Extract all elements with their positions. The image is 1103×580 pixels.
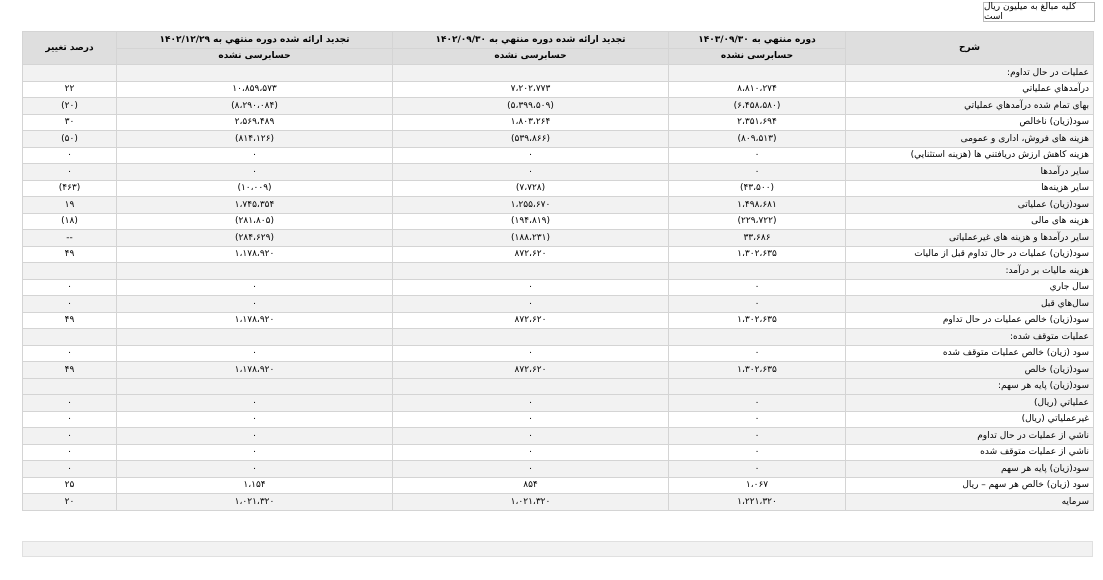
value-period-1403: ۰ [669,411,846,428]
value-period-1402-09 [393,329,669,346]
value-period-1403: ۱،۲۲۱،۳۲۰ [669,494,846,511]
row-description: سایر هزینه‌ها [846,180,1094,197]
value-period-1402-12: ۱،۱۵۴ [117,477,393,494]
row-description: ناشي از عمليات متوقف شده [846,444,1094,461]
value-percent-change: ۰ [23,411,117,428]
value-period-1402-09: ۱،۰۲۱،۳۲۰ [393,494,669,511]
row-description: سود(زيان) ناخالص [846,114,1094,131]
value-period-1402-09: ۷،۲۰۲،۷۷۳ [393,81,669,98]
row-description: عمليات متوقف شده: [846,329,1094,346]
table-row [23,345,1094,362]
value-percent-change: ۰ [23,296,117,313]
table-row [23,180,1094,197]
value-period-1403: ۱،۳۰۲،۶۳۵ [669,312,846,329]
value-period-1402-12 [117,65,393,82]
value-period-1402-09: ۰ [393,461,669,478]
value-percent-change: ۰ [23,444,117,461]
value-percent-change: ۴۹ [23,312,117,329]
row-description: ناشي از عمليات در حال تداوم [846,428,1094,445]
value-percent-change: ۲۲ [23,81,117,98]
header-row-top [23,32,1094,49]
value-period-1403: ۱،۴۹۸،۶۸۱ [669,197,846,214]
table-row [23,98,1094,115]
value-period-1402-09: ۸۵۴ [393,477,669,494]
row-description: سود (زيان) خالص هر سهم – ريال [846,477,1094,494]
header-period-1402-09: تجدید ارائه شده دوره منتهي به ۱۴۰۲/۰۹/۳۰ [393,32,669,49]
value-period-1402-09: ۰ [393,147,669,164]
value-percent-change: (۱۸) [23,213,117,230]
row-description: سال جاري [846,279,1094,296]
value-percent-change: ۰ [23,428,117,445]
value-period-1403: ۰ [669,461,846,478]
value-period-1402-12: ۰ [117,395,393,412]
table-row [23,213,1094,230]
row-description: سود(زيان) پايه هر سهم [846,461,1094,478]
table-footer-bar [22,541,1093,557]
table-row [23,362,1094,379]
value-period-1402-12: ۰ [117,428,393,445]
table-row [23,312,1094,329]
value-period-1402-09: ۸۷۲،۶۲۰ [393,246,669,263]
table-row [23,411,1094,428]
row-description: ساير درآمدها و هزينه هاى غيرعملياتى [846,230,1094,247]
value-period-1402-12: ۰ [117,147,393,164]
value-period-1403: ۰ [669,164,846,181]
value-period-1402-12: ۱،۷۴۵،۳۵۴ [117,197,393,214]
value-percent-change: ۰ [23,279,117,296]
value-period-1403: (۶،۴۵۸،۵۸۰) [669,98,846,115]
value-period-1403: (۲۲۹،۷۲۲) [669,213,846,230]
table-row [23,428,1094,445]
row-description: سال‌هاي قبل [846,296,1094,313]
value-period-1402-12: ۱،۰۲۱،۳۲۰ [117,494,393,511]
value-period-1402-12 [117,329,393,346]
header-audit-status-2: حسابرسی نشده [393,48,669,65]
table-row [23,296,1094,313]
value-period-1402-09: ۰ [393,296,669,313]
value-percent-change: ۰ [23,345,117,362]
header-percent-change: درصد تغییر [23,32,117,65]
value-period-1402-09: ۰ [393,411,669,428]
table-row [23,395,1094,412]
value-period-1403: ۰ [669,428,846,445]
value-percent-change: (۴۶۳) [23,180,117,197]
value-period-1402-09: ۸۷۲،۶۲۰ [393,312,669,329]
value-period-1402-09: ۸۷۲،۶۲۰ [393,362,669,379]
table-row [23,477,1094,494]
value-period-1402-09: ۰ [393,279,669,296]
value-percent-change: ۴۹ [23,362,117,379]
value-percent-change: (۵۰) [23,131,117,148]
header-audit-status-1: حسابرسی نشده [669,48,846,65]
value-period-1403 [669,263,846,280]
value-period-1402-09: (۵۳۹،۸۶۶) [393,131,669,148]
units-note: کلیه مبالغ به میلیون ریال است [983,2,1095,22]
header-description: شرح [846,32,1094,65]
table-row [23,263,1094,280]
table-row [23,329,1094,346]
value-period-1402-12: ۱۰،۸۵۹،۵۷۳ [117,81,393,98]
table-row [23,164,1094,181]
value-percent-change [23,263,117,280]
table-row [23,246,1094,263]
row-description: سود(زيان) عملياتى [846,197,1094,214]
value-period-1403: ۰ [669,345,846,362]
table-body [23,65,1094,511]
value-period-1402-12: ۱،۱۷۸،۹۲۰ [117,362,393,379]
value-period-1402-09: ۰ [393,428,669,445]
value-period-1403 [669,65,846,82]
value-period-1402-12: ۱،۱۷۸،۹۲۰ [117,246,393,263]
table-row [23,279,1094,296]
row-description: عملیات در حال تداوم: [846,65,1094,82]
row-description: بهاى تمام شده درآمدهاي عملياتي [846,98,1094,115]
value-period-1403 [669,329,846,346]
value-period-1402-09: (۷،۷۲۸) [393,180,669,197]
value-period-1403: ۰ [669,395,846,412]
table-row [23,378,1094,395]
header-audit-status-3: حسابرسی نشده [117,48,393,65]
value-period-1402-12: ۰ [117,296,393,313]
value-period-1402-09 [393,263,669,280]
value-period-1403: ۸،۸۱۰،۲۷۴ [669,81,846,98]
value-period-1402-09: ۱،۲۵۵،۶۷۰ [393,197,669,214]
value-period-1402-12: ۰ [117,345,393,362]
income-statement-table [22,31,1094,511]
value-period-1402-12: ۰ [117,279,393,296]
value-period-1402-12: (۸۱۴،۱۲۶) [117,131,393,148]
value-period-1402-09: ۰ [393,444,669,461]
value-period-1403: ۱،۳۰۲،۶۳۵ [669,362,846,379]
row-description: هزينه ماليات بر درآمد: [846,263,1094,280]
table-row [23,444,1094,461]
table-row [23,147,1094,164]
table-row [23,65,1094,82]
value-period-1403: ۰ [669,147,846,164]
row-description: ساير درآمدها [846,164,1094,181]
value-period-1402-12: ۰ [117,444,393,461]
value-percent-change: ۳۰ [23,114,117,131]
row-description: سود(زيان) خالص عمليات در حال تداوم [846,312,1094,329]
table-row [23,81,1094,98]
value-period-1402-12: ۰ [117,461,393,478]
value-period-1402-12: (۱۰،۰۰۹) [117,180,393,197]
value-percent-change: (۲۰) [23,98,117,115]
value-percent-change: ۲۵ [23,477,117,494]
value-period-1402-12 [117,378,393,395]
value-period-1402-12 [117,263,393,280]
row-description: سرمايه [846,494,1094,511]
value-period-1402-09: (۱۸۸،۲۳۱) [393,230,669,247]
value-period-1402-09: ۰ [393,345,669,362]
value-period-1403: ۱،۰۶۷ [669,477,846,494]
header-period-1402-12: تجدید ارائه شده دوره منتهي به ۱۴۰۲/۱۲/۲۹ [117,32,393,49]
table-row [23,494,1094,511]
table-row [23,131,1094,148]
row-description: هزينه هاى فروش، ادارى و عمومى [846,131,1094,148]
value-period-1402-09: ۰ [393,164,669,181]
row-description: هزينه کاهش ارزش دريافتني ها (هزينه استثنايي) [846,147,1094,164]
value-period-1403 [669,378,846,395]
row-description: عملياتي (ريال) [846,395,1094,412]
row-description: غيرعملياتي (ريال) [846,411,1094,428]
value-percent-change: ۰ [23,147,117,164]
table-row [23,114,1094,131]
row-description: هزينه هاى مالى [846,213,1094,230]
value-period-1402-12: (۲۸۱،۸۰۵) [117,213,393,230]
row-description: سود (زيان) خالص عمليات متوقف شده [846,345,1094,362]
value-percent-change: ۰ [23,164,117,181]
table-row [23,197,1094,214]
value-percent-change: ۰ [23,461,117,478]
value-period-1403: ۰ [669,444,846,461]
value-period-1402-12: (۸،۲۹۰،۰۸۴) [117,98,393,115]
row-description: سود(زيان) عمليات در حال تداوم قبل از ماليات [846,246,1094,263]
value-period-1403: ۰ [669,296,846,313]
value-percent-change: ۱۹ [23,197,117,214]
header-period-1403: دوره منتهي به ۱۴۰۳/۰۹/۳۰ [669,32,846,49]
value-percent-change [23,65,117,82]
value-period-1402-12: ۰ [117,411,393,428]
value-period-1402-09: (۱۹۴،۸۱۹) [393,213,669,230]
value-period-1403: ۳۳،۶۸۶ [669,230,846,247]
value-percent-change [23,378,117,395]
value-percent-change: ۲۰ [23,494,117,511]
table-row [23,230,1094,247]
value-period-1403: (۸۰۹،۵۱۳) [669,131,846,148]
value-percent-change: ۴۹ [23,246,117,263]
value-period-1402-09: (۵،۳۹۹،۵۰۹) [393,98,669,115]
row-description: سود(زيان) پايه هر سهم: [846,378,1094,395]
value-period-1402-12: ۰ [117,164,393,181]
value-period-1403: ۲،۳۵۱،۶۹۴ [669,114,846,131]
value-period-1403: ۱،۳۰۲،۶۳۵ [669,246,846,263]
value-period-1402-09: ۱،۸۰۳،۲۶۴ [393,114,669,131]
value-period-1403: ۰ [669,279,846,296]
value-period-1402-09 [393,378,669,395]
value-period-1402-12: ۲،۵۶۹،۴۸۹ [117,114,393,131]
value-percent-change [23,329,117,346]
value-period-1402-09: ۰ [393,395,669,412]
table-row [23,461,1094,478]
row-description: درآمدهاي عملياتي [846,81,1094,98]
value-percent-change: -- [23,230,117,247]
value-percent-change: ۰ [23,395,117,412]
value-period-1403: (۴۳،۵۰۰) [669,180,846,197]
row-description: سود(زيان) خالص [846,362,1094,379]
value-period-1402-12: (۲۸۴،۶۲۹) [117,230,393,247]
value-period-1402-09 [393,65,669,82]
value-period-1402-12: ۱،۱۷۸،۹۲۰ [117,312,393,329]
